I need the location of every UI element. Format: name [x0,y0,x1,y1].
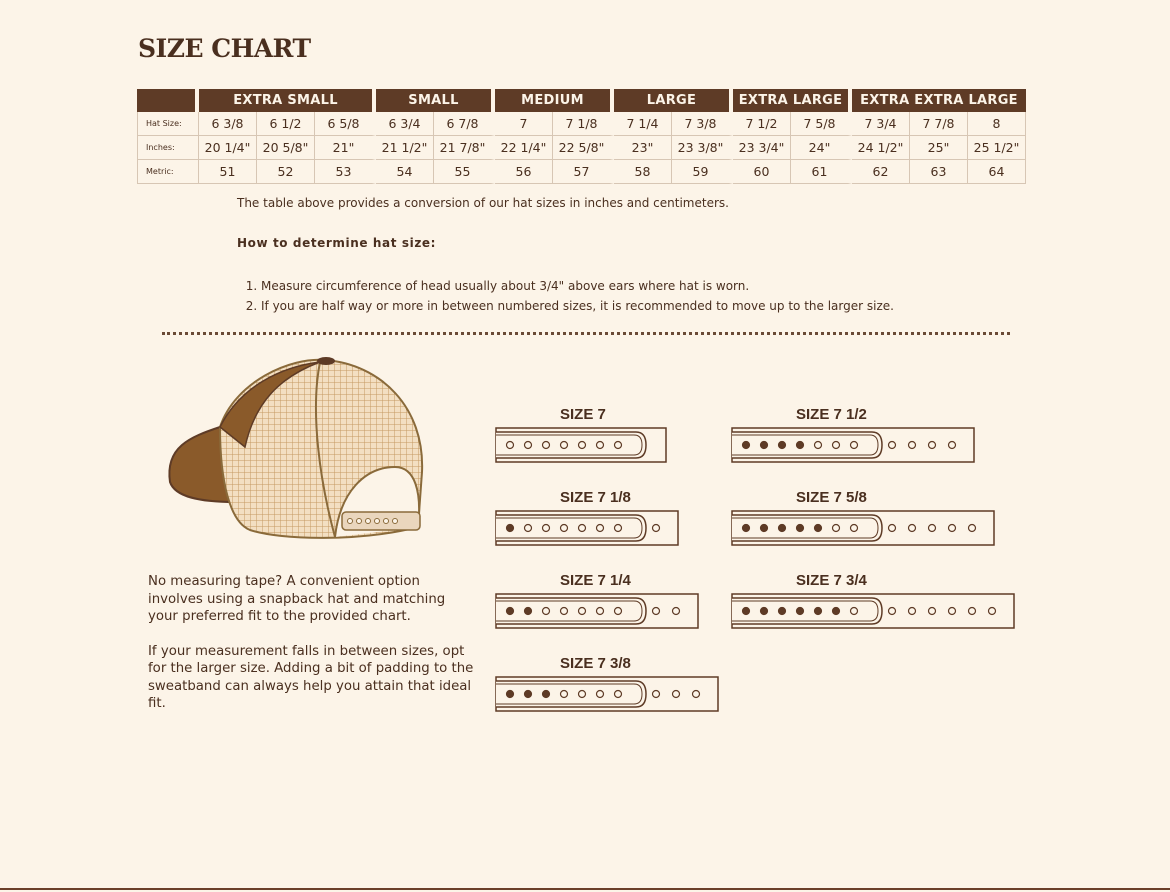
strap-filled-hole [761,442,768,449]
strap-outer-hole [969,608,976,615]
table-cell: 20 1/4" [199,136,257,160]
hat-size-row [137,112,1026,136]
strap-outer-hole [929,442,936,449]
strap-filled-hole [543,691,550,698]
table-cell: 23 3/4" [733,136,791,160]
table-cell: 23 3/8" [672,136,733,160]
strap-outer-hole [693,691,700,698]
snapback-cap-illustration [160,352,435,547]
strap-diagram [494,489,680,553]
strap-diagram [494,655,720,719]
table-cell: 7 1/8 [553,112,614,136]
strap-outer-hole [929,525,936,532]
strap-outer-hole [673,691,680,698]
table-cell: 21 7/8" [434,136,495,160]
strap-filled-hole [743,442,750,449]
dotted-divider [162,332,1010,335]
strap-filled-hole [761,608,768,615]
table-cell: 7 1/2 [733,112,791,136]
table-cell: 60 [733,160,791,184]
table-cell: 56 [495,160,553,184]
size-group-header: MEDIUM [495,89,614,112]
instructions-heading: How to determine hat size: [237,236,437,250]
strap-filled-hole [507,608,514,615]
strap-filled-hole [743,525,750,532]
table-cell: 6 1/2 [257,112,315,136]
table-cell: 21 1/2" [376,136,434,160]
table-cell: 62 [852,160,910,184]
table-cell: 20 5/8" [257,136,315,160]
table-cell: 7 5/8 [791,112,852,136]
size-group-header: EXTRA EXTRA LARGE [852,89,1026,112]
strap-outer-hole [949,525,956,532]
strap-filled-hole [779,525,786,532]
strap-outer-hole [889,525,896,532]
strap-outer-hole [949,442,956,449]
strap-filled-hole [525,608,532,615]
strap-filled-hole [507,525,514,532]
bottom-border [0,888,1170,890]
table-cell: 7 3/8 [672,112,733,136]
table-cell: 52 [257,160,315,184]
table-cell: 6 3/8 [199,112,257,136]
row-label: Hat Size: [137,112,199,136]
table-cell: 6 7/8 [434,112,495,136]
strap-filled-hole [507,691,514,698]
tip-paragraph: No measuring tape? A convenient option involves using a snapback hat and matching your preferred fit to the provided chart. [148,574,446,624]
table-cell: 61 [791,160,852,184]
size-group-header-row [137,89,1026,112]
strap-diagram [730,406,976,470]
strap-size-label: SIZE 7 1/2 [796,406,867,423]
table-cell: 6 3/4 [376,112,434,136]
strap-outer-hole [889,442,896,449]
strap-filled-hole [833,608,840,615]
size-group-header: EXTRA SMALL [199,89,376,112]
strap-outer-hole [889,608,896,615]
strap-icon [494,426,668,466]
table-cell: 64 [968,160,1026,184]
strap-filled-hole [779,442,786,449]
table-cell: 25 1/2" [968,136,1026,160]
table-cell: 59 [672,160,733,184]
strap-icon [730,592,1016,632]
table-cell: 23" [614,136,672,160]
strap-outer-hole [653,691,660,698]
strap-outer-hole [969,525,976,532]
table-cell: 57 [553,160,614,184]
size-chart-table [137,89,1026,184]
strap-filled-hole [797,608,804,615]
table-cell: 7 3/4 [852,112,910,136]
table-cell: 63 [910,160,968,184]
size-group-header: LARGE [614,89,733,112]
strap-icon [730,426,976,466]
table-cell: 7 [495,112,553,136]
strap-size-label: SIZE 7 3/8 [560,655,631,672]
table-cell: 7 7/8 [910,112,968,136]
metric-row [137,160,1026,184]
strap-size-label: SIZE 7 5/8 [796,489,867,506]
strap-filled-hole [525,691,532,698]
strap-outer-hole [989,608,996,615]
instruction-step: 2. If you are half way or more in between numbered sizes, it is recommended to move up to the larger size. [261,296,894,316]
strap-diagram [494,572,700,636]
fit-tips [148,573,478,730]
table-cell: 54 [376,160,434,184]
strap-filled-hole [761,525,768,532]
size-group-header: SMALL [376,89,495,112]
inches-row [137,136,1026,160]
strap-filled-hole [797,525,804,532]
header-blank-cell [137,89,199,112]
table-description: The table above provides a conversion of our hat sizes in inches and centimeters. [237,196,729,210]
strap-filled-hole [743,608,750,615]
table-cell: 7 1/4 [614,112,672,136]
strap-size-label: SIZE 7 1/8 [560,489,631,506]
strap-outer-hole [909,442,916,449]
row-label: Inches: [137,136,199,160]
instruction-step: 1. Measure circumference of head usually about 3/4" above ears where hat is worn. [261,276,894,296]
table-cell: 8 [968,112,1026,136]
strap-filled-hole [797,442,804,449]
strap-diagram [730,572,1016,636]
table-cell: 25" [910,136,968,160]
table-cell: 22 1/4" [495,136,553,160]
table-cell: 58 [614,160,672,184]
table-cell: 6 5/8 [315,112,376,136]
row-label: Metric: [137,160,199,184]
table-cell: 51 [199,160,257,184]
table-cell: 55 [434,160,495,184]
table-cell: 22 5/8" [553,136,614,160]
strap-filled-hole [815,608,822,615]
strap-filled-hole [779,608,786,615]
strap-outer-hole [909,608,916,615]
strap-outer-hole [929,608,936,615]
strap-outer-hole [653,525,660,532]
strap-outer-hole [653,608,660,615]
strap-icon [730,509,996,549]
strap-diagram [730,489,996,553]
tip-paragraph: If your measurement falls in between sizes, opt for the larger size. Adding a bit of padding to the sweatband can always help you attain that ideal fit. [148,643,474,711]
table-cell: 53 [315,160,376,184]
table-cell: 24 1/2" [852,136,910,160]
table-cell: 24" [791,136,852,160]
strap-diagram [494,406,668,470]
strap-icon [494,509,680,549]
size-group-header: EXTRA LARGE [733,89,852,112]
strap-outer-hole [949,608,956,615]
strap-size-label: SIZE 7 [560,406,606,423]
strap-outer-hole [673,608,680,615]
strap-size-label: SIZE 7 3/4 [796,572,867,589]
table-cell: 21" [315,136,376,160]
strap-outer-hole [909,525,916,532]
instructions-list [237,276,894,316]
strap-icon [494,675,720,715]
strap-filled-hole [815,525,822,532]
strap-icon [494,592,700,632]
strap-size-label: SIZE 7 1/4 [560,572,631,589]
page-title: SIZE CHART [138,34,311,63]
